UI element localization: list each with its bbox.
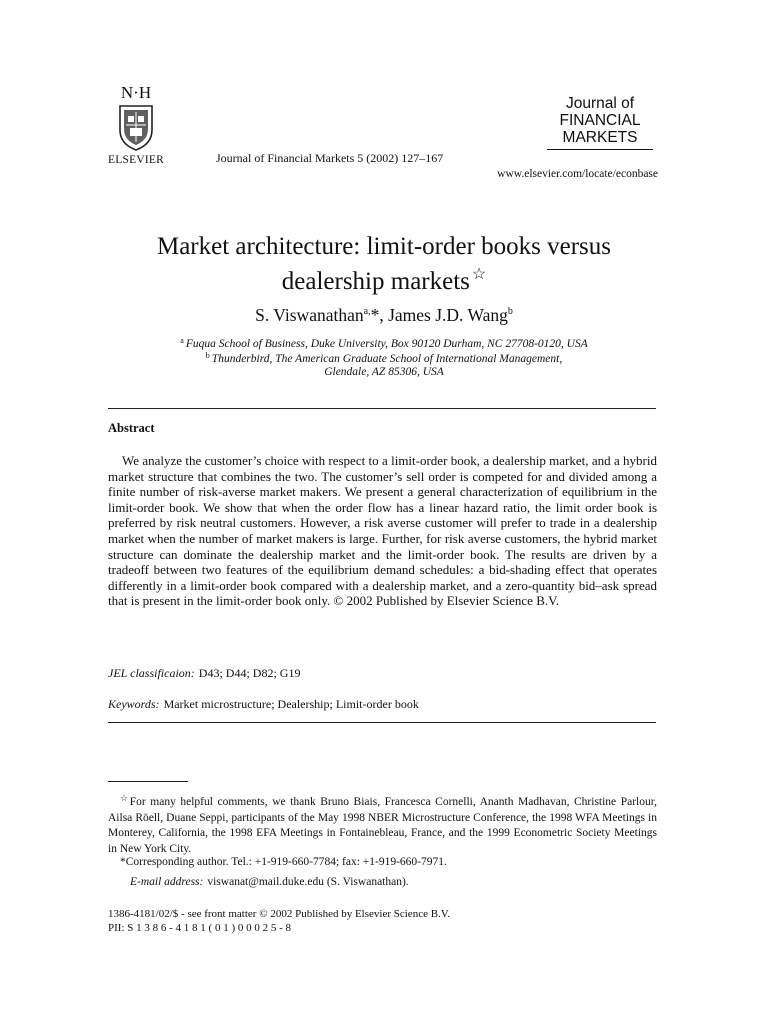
affiliation-a-text: Fuqua School of Business, Duke University, Box 90120 Durham, NC 27708-0120, USA — [185, 338, 588, 350]
footnote-thanks-text: For many helpful comments, we thank Bruno Biais, Francesca Cornelli, Ananth Madhavan, Christine Parlour, Ailsa Röell, Duane Seppi, participants of the May 1998 NBER Microstructure Conference, the 1998 WFA Meetings in Monterey, California, the 1998 EFA Meetings in Fontainebleau, France, and the 1999 Econometric Society Meetings in New York City. — [108, 796, 657, 855]
footnote-email — [130, 876, 409, 888]
publisher-name: ELSEVIER — [108, 154, 164, 166]
pii-line: PII: S 1 3 8 6 - 4 1 8 1 ( 0 1 ) 0 0 0 2 5 - 8 — [108, 922, 292, 934]
abstract-bottom-rule — [108, 722, 656, 723]
author-2-affil-mark: b — [507, 306, 513, 317]
title-star-icon: ☆ — [471, 266, 487, 283]
email-label: E-mail address: — [130, 876, 204, 888]
author-1-affil-mark: a, — [363, 306, 371, 317]
journal-logo-underline — [547, 149, 653, 150]
author-list — [0, 305, 768, 326]
publisher-logo-top: N·H — [120, 83, 152, 102]
jel-classification — [108, 666, 300, 681]
elsevier-tree-icon — [114, 102, 158, 152]
footnote-rule — [108, 781, 188, 782]
author-2-name: James J.D. Wang — [388, 305, 508, 325]
front-matter-line: 1386-4181/02/$ - see front matter © 2002 Published by Elsevier Science B.V. — [108, 908, 451, 920]
footnote-corresponding: *Corresponding author. Tel.: +1-919-660-7784; fax: +1-919-660-7971. — [120, 856, 447, 868]
affiliation-b — [0, 351, 768, 365]
footnote-thanks — [108, 791, 657, 857]
abstract-body: We analyze the customer’s choice with respect to a limit-order book, a dealership market, and a hybrid market structure that combines the two. The customer’s sell order is competed for and divided among a finite number of risk-averse market makers. We present a general characterization of equilibrium in the limit-order book. We show that when the order flow has a linear hazard ratio, the limit order book is preferred by risk neutral customers. However, a risk averse customer will prefer to trade in a dealership market when the number of market makers is large. Further, for risk averse customers, the hybrid market structure can dominate the dealership market and the limit-order book. The results are driven by a tradeoff between two features of the equilibrium demand schedules: a bid-shading effect that operates differently in a limit-order book compared with a dealership market, and a zero-quantity bid–ask spread that is present in the limit-order book only. © 2002 Published by Elsevier Science B.V. — [108, 453, 657, 609]
journal-logo-line2: FINANCIAL — [559, 112, 641, 129]
affiliation-a-mark: a — [180, 336, 184, 345]
footnote-star-icon: ☆ — [120, 793, 130, 803]
article-title — [0, 233, 768, 296]
abstract-heading: Abstract — [108, 421, 155, 435]
affiliation-b-mark: b — [205, 351, 210, 360]
email-value[interactable]: viswanat@mail.duke.edu (S. Viswanathan). — [207, 876, 409, 888]
publisher-logo — [106, 84, 166, 166]
journal-url[interactable]: www.elsevier.com/locate/econbase — [497, 168, 658, 180]
jel-label: JEL classificaion: — [108, 666, 195, 680]
author-separator: , — [379, 305, 389, 325]
title-line-1: Market architecture: limit-order books versus — [156, 233, 612, 260]
journal-logo-line3: MARKETS — [562, 129, 638, 146]
author-1-corresponding-mark: * — [370, 305, 380, 325]
affiliation-b-line-2: Glendale, AZ 85306, USA — [324, 366, 444, 378]
keywords-value: Market microstructure; Dealership; Limit-order book — [163, 697, 419, 711]
jel-value: D43; D44; D82; G19 — [198, 666, 301, 680]
affiliation-b-text: Thunderbird, The American Graduate School of International Management, — [211, 353, 563, 365]
keywords-label: Keywords: — [108, 697, 160, 711]
journal-logo-line1: Journal of — [565, 95, 635, 112]
affiliation-a — [0, 336, 768, 350]
keywords — [108, 697, 419, 712]
title-line-2-text: dealership markets — [281, 268, 470, 295]
journal-citation: Journal of Financial Markets 5 (2002) 127–167 — [216, 151, 444, 165]
author-1-name: S. Viswanathan — [255, 305, 364, 325]
journal-logo — [540, 95, 660, 150]
title-line-2 — [0, 261, 768, 296]
abstract-top-rule — [108, 408, 656, 409]
